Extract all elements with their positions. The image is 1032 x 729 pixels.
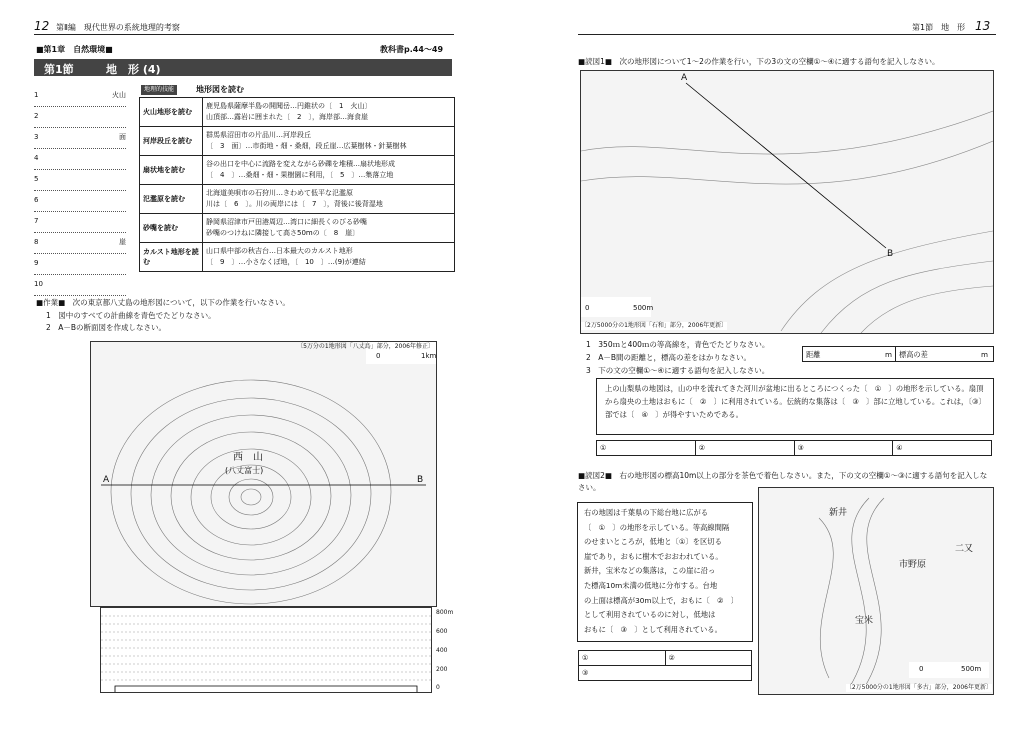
- hachijo-topo-map: [90, 341, 437, 607]
- table-row-line: 群馬県沼田市の片品川…河岸段丘: [206, 131, 311, 140]
- header-rule: [34, 34, 454, 35]
- table-row-line: 山口県中部の秋吉台…日本最大のカルスト地形: [206, 247, 353, 256]
- table-row-content: [203, 127, 455, 156]
- task-title: ■作業■ 次の東京都八丈島の地形図について，以下の作業を行いなさい。: [36, 298, 290, 307]
- q1-map-caption: 〔2万5000分の1地形図「石和」部分，2006年更新〕: [581, 322, 728, 329]
- answer-line-number: 1: [34, 91, 39, 99]
- answer-line-number: 4: [34, 154, 39, 162]
- q1-answer-row: [596, 440, 992, 456]
- answer-line[interactable]: [34, 233, 126, 254]
- table-row-content: [203, 243, 455, 272]
- table-row-label: 火山地形を読む: [140, 98, 203, 127]
- map-caption-left: 〔5万分の1地形図「八丈島」部分，2006年修正〕: [297, 343, 434, 350]
- answer-line[interactable]: [34, 170, 126, 191]
- q2-title: ■読図2■ 右の地形図の標高10m以上の部分を茶色で着色しなさい。また，下の文の空欄①～③に適する語句を記入しなさい。: [578, 471, 988, 492]
- q2-scale-0: 0: [919, 665, 924, 673]
- answer-line-suffix: 崖: [119, 238, 126, 246]
- height-unit: m: [981, 350, 989, 359]
- answer-line[interactable]: [34, 191, 126, 212]
- answer-line-number: 7: [34, 217, 39, 225]
- distance-unit: m: [885, 350, 893, 359]
- profile-gridlines: [101, 608, 431, 692]
- table-row: [140, 127, 455, 156]
- table-row-content: [203, 214, 455, 243]
- q2-passage-line: た標高10m未満の低地に分布する。台地: [584, 581, 718, 590]
- q2-answer-3[interactable]: ③: [579, 666, 752, 681]
- q2-passage-line: の上面は標高が30m以上で，おもに〔 ② 〕: [584, 595, 739, 605]
- profile-tick-200: 200: [436, 666, 448, 673]
- table-row-label: 扇状地を読む: [140, 156, 203, 185]
- label-hougome: 宝米: [855, 616, 874, 626]
- answer-line[interactable]: [34, 86, 126, 107]
- table-row-line: 〔 9 〕…小さなくぼ地，〔 10 〕…(9)が連結: [206, 258, 366, 266]
- table-row-line: 〔 4 〕…桑畑・畑・果樹園に利用，〔 5 〕…集落立地: [206, 171, 394, 179]
- task-2: 2 A－Bの断面図を作成しなさい。: [46, 323, 167, 332]
- table-row-label: 砂嘴を読む: [140, 214, 203, 243]
- answer-line[interactable]: [34, 107, 126, 128]
- table-row-content: [203, 185, 455, 214]
- q1-answer-3[interactable]: ③: [794, 441, 893, 456]
- point-b-label: B: [417, 475, 424, 485]
- q1-title: ■読図1■ 次の地形図について1～2の作業を行い，下の3の文の空欄①～④に適する語句を記入しなさい。: [578, 57, 940, 66]
- q2-scale-500m: 500m: [961, 665, 982, 673]
- table-row-line: 谷の出口を中心に流路を変えながら砂礫を堆積…扇状地形成: [206, 160, 395, 169]
- keyword-table: [139, 97, 455, 272]
- answer-line[interactable]: [34, 254, 126, 275]
- q2-passage-line: のせまいところが，低地と〔①〕を区切る: [584, 537, 722, 547]
- q2-answer-1[interactable]: ①: [579, 651, 666, 666]
- q2-map-caption: 〔2万5000分の1地形図「多古」部分，2006年更新〕: [845, 684, 992, 691]
- q1-scale-500m: 500m: [633, 304, 654, 312]
- q1-point-b: B: [887, 249, 894, 259]
- q2-passage-line: おもに〔 ③ 〕として利用されている。: [584, 624, 722, 634]
- label-arai: 新井: [829, 508, 848, 518]
- contour-drawing: [91, 342, 436, 606]
- answer-line-number: 6: [34, 196, 39, 204]
- table-row: [140, 98, 455, 127]
- tako-topo-map: [758, 487, 994, 695]
- distance-label: 距離: [806, 350, 821, 359]
- q1-answer-1[interactable]: ①: [597, 441, 696, 456]
- answer-line-number: 10: [34, 280, 43, 288]
- table-row-label: 河岸段丘を読む: [140, 127, 203, 156]
- table-row-content: [203, 98, 455, 127]
- ishiwa-drawing: [581, 71, 993, 333]
- section-label: 第1節: [44, 63, 74, 76]
- profile-tick-800: 800m: [436, 609, 454, 616]
- profile-grid: [100, 607, 432, 693]
- table-row-label: 氾濫原を読む: [140, 185, 203, 214]
- answer-line-number: 3: [34, 133, 39, 141]
- mountain-name: 西 山: [233, 452, 263, 463]
- table-row: [140, 243, 455, 272]
- answer-line-number: 8: [34, 238, 39, 246]
- measure-box[interactable]: [802, 346, 994, 362]
- table-row: [140, 185, 455, 214]
- q2-passage-line: 崖であり，おもに樹木でおおわれている。: [584, 551, 723, 561]
- table-row: [140, 156, 455, 185]
- answer-line-number: 9: [34, 259, 39, 267]
- measure-divider: [895, 347, 896, 361]
- section-title: 地 形 (4): [106, 63, 161, 76]
- q1-answer-4[interactable]: ④: [893, 441, 992, 456]
- q2-answer-2[interactable]: ②: [665, 651, 752, 666]
- q1-passage: 上の山梨県の地図は，山の中を流れてきた河川が盆地に出るところにつくった〔 ① 〕の地形を示している。扇頂から扇央の土地はおもに〔 ② 〕に利用されている。伝統的な集落は〔 ③ 〕部に立地している。これは，〔③〕部では〔 ④ 〕が得やすいためである。: [605, 384, 984, 419]
- tako-drawing: [759, 488, 993, 694]
- textbook-ref: 教科書p.44～49: [380, 45, 444, 54]
- q1-task-1: 1 350ｍと400ｍの等高線を，青色でたどりなさい。: [586, 340, 770, 349]
- profile-tick-0: 0: [436, 684, 440, 691]
- profile-tick-600: 600: [436, 628, 448, 635]
- answer-line-suffix: 火山: [112, 91, 126, 99]
- page-number-left: 12: [34, 19, 50, 33]
- table-row-line: 北海道美唄市の石狩川…きわめて低平な氾濫原: [206, 189, 353, 198]
- q1-passage-box: [596, 378, 994, 435]
- q2-passage-box: [577, 502, 753, 642]
- task-1: 1 図中のすべての計曲線を青色でたどりなさい。: [46, 311, 216, 320]
- q2-passage-line: 〔 ① 〕の地形を示している。等高線間隔: [584, 522, 730, 532]
- answer-line-number: 2: [34, 112, 39, 120]
- scale-0: 0: [376, 352, 381, 360]
- scale-1km: 1km: [421, 352, 437, 360]
- topic-badge: 地理的技能: [141, 85, 177, 95]
- q2-passage-line: 新井，宝米などの集落は，この崖に沿っ: [584, 566, 716, 576]
- table-row-line: 砂嘴のつけねに隣接して高さ50mの〔 8 崖〕: [206, 229, 360, 237]
- answer-line-suffix: 面: [119, 133, 126, 141]
- header-rule-right: [578, 34, 996, 35]
- table-row-content: [203, 156, 455, 185]
- answer-line[interactable]: [34, 212, 126, 233]
- table-row-line: 静岡県沼津市戸田港周辺…湾口に細長くのびる砂嘴: [206, 218, 367, 227]
- height-label: 標高の差: [899, 350, 928, 359]
- right-header: 第1節 地 形: [912, 23, 966, 32]
- section-bar: [34, 59, 452, 76]
- table-row-line: 鹿児島県薩摩半島の開聞岳…円錐状の〔 1 火山〕: [206, 102, 372, 111]
- answer-line-number: 5: [34, 175, 39, 183]
- q2-passage-line: 右の地図は千葉県の下総台地に広がる: [584, 508, 709, 517]
- answer-lines-left: [34, 86, 126, 296]
- q1-point-a: A: [681, 73, 688, 83]
- answer-line[interactable]: [34, 149, 126, 170]
- table-row-line: 川は〔 6 〕。川の両岸には〔 7 〕，背後に後背湿地: [206, 200, 383, 208]
- part-title: 第Ⅱ編 現代世界の系統地理的考察: [56, 23, 180, 32]
- q1-task-3: 3 下の文の空欄①～④に適する語句を記入しなさい。: [586, 366, 770, 375]
- table-row-line: 山頂部…露岩に囲まれた〔 2 〕，海岸部…海食崖: [206, 113, 368, 121]
- label-ichinohara: 市野原: [899, 560, 927, 570]
- answer-line[interactable]: [34, 128, 126, 149]
- q2-answer-table: [578, 650, 752, 681]
- topic-title: 地形図を読む: [196, 85, 244, 94]
- mountain-subname: (八丈富士): [225, 466, 264, 475]
- profile-tick-400: 400: [436, 647, 448, 654]
- q2-passage-line: として利用されているのに対し，低地は: [584, 610, 716, 620]
- q1-answer-2[interactable]: ②: [695, 441, 794, 456]
- point-a-label: A: [103, 475, 110, 485]
- q1-task-2: 2 A－B間の距離と，標高の差をはかりなさい。: [586, 353, 752, 362]
- page-number-right: 13: [975, 19, 991, 33]
- table-row-label: カルスト地形を読む: [140, 243, 203, 272]
- table-row-line: 〔 3 面〕…市街地・畑・桑畑，段丘崖…広葉樹林・針葉樹林: [206, 142, 407, 150]
- chapter-title: ■第1章 自然環境■: [36, 45, 113, 54]
- label-futamata: 二又: [955, 544, 974, 554]
- q1-scale-0: 0: [585, 304, 590, 312]
- ishiwa-topo-map: [580, 70, 994, 334]
- answer-line[interactable]: [34, 275, 126, 296]
- table-row: [140, 214, 455, 243]
